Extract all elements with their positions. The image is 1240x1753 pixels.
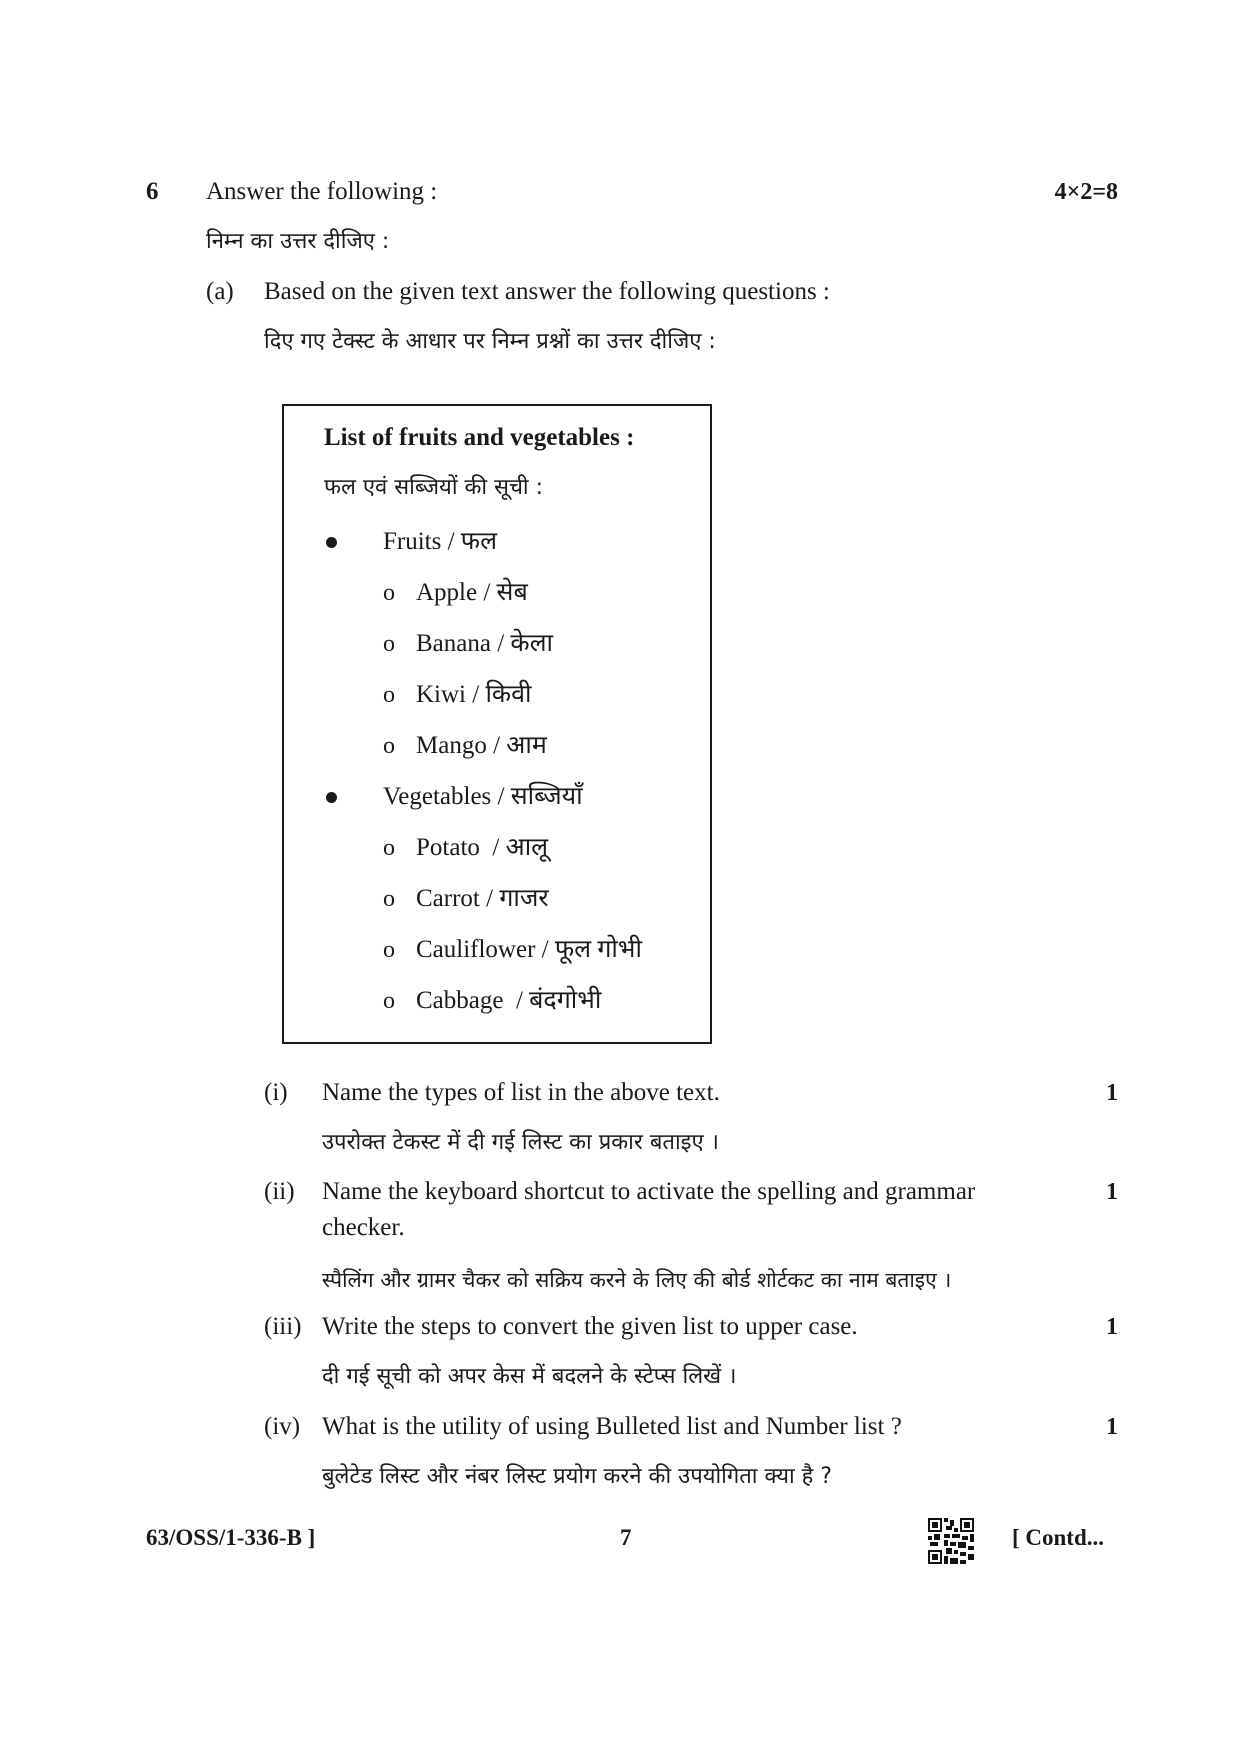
subq-ii-text-en-cont: checker. [322, 1214, 405, 1241]
part-a-prompt-hi: दिए गए टेक्स्ट के आधार पर निम्न प्रश्नों का उत्तर दीजिए : [264, 329, 716, 354]
sub-bullet-icon: o [383, 937, 395, 963]
list-item: Banana / केला [416, 630, 554, 657]
question-marks: 4×2=8 [1054, 179, 1118, 205]
list-item: Carrot / गाजर [416, 885, 549, 912]
subq-ii-text-en: Name the keyboard shortcut to activate the spelling and grammar [322, 1178, 976, 1205]
list-title-hi: फल एवं सब्जियों की सूची : [324, 475, 544, 500]
subq-iv-label: (iv) [264, 1413, 301, 1440]
sub-bullet-icon: o [383, 886, 395, 912]
question-number: 6 [146, 178, 159, 205]
qr-code-icon [928, 1518, 974, 1564]
sub-bullet-icon: o [383, 988, 395, 1014]
subq-i-marks: 1 [1106, 1080, 1118, 1106]
bullet-icon [326, 792, 337, 803]
subq-iii-label: (iii) [264, 1313, 302, 1340]
subq-iv-marks: 1 [1106, 1414, 1118, 1440]
list-item: Apple / सेब [416, 579, 528, 606]
list-item: Cabbage / बंदगोभी [416, 987, 602, 1014]
subq-iv-text-hi: बुलेटेड लिस्ट और नंबर लिस्ट प्रयोग करने की उपयोगिता क्या है ? [322, 1464, 833, 1489]
subq-iii-text-hi: दी गई सूची को अपर केस में बदलने के स्टेप्स लिखें । [322, 1364, 737, 1389]
list-box [282, 404, 712, 1044]
sub-bullet-icon: o [383, 682, 395, 708]
part-a-prompt-en: Based on the given text answer the following questions : [264, 278, 830, 305]
subq-ii-label: (ii) [264, 1178, 295, 1205]
subq-ii-text-hi: स्पैलिंग और ग्रामर चैकर को सक्रिय करने के लिए की बोर्ड शोर्टकट का नाम बताइए । [322, 1268, 952, 1292]
subq-i-text-hi: उपरोक्त टेकस्ट में दी गई लिस्ट का प्रकार बताइए । [322, 1130, 719, 1155]
list-item: Kiwi / किवी [416, 681, 532, 708]
subq-i-label: (i) [264, 1079, 288, 1106]
list-item: Cauliflower / फूल गोभी [416, 936, 642, 963]
sub-bullet-icon: o [383, 631, 395, 657]
bullet-icon [326, 537, 337, 548]
page-number: 7 [620, 1525, 632, 1550]
contd-label: [ Contd... [1012, 1525, 1105, 1550]
list-item: Mango / आम [416, 732, 547, 759]
subq-iii-marks: 1 [1106, 1314, 1118, 1340]
question-title-en: Answer the following : [206, 178, 438, 205]
list-item: Potato / आलू [416, 834, 549, 861]
question-title-hi: निम्न का उत्तर दीजिए : [206, 229, 390, 254]
subq-iv-text-en: What is the utility of using Bulleted list and Number list ? [322, 1413, 902, 1440]
list-title-en: List of fruits and vegetables : [324, 424, 635, 451]
subq-iii-text-en: Write the steps to convert the given list to upper case. [322, 1313, 858, 1340]
part-a-label: (a) [206, 278, 234, 305]
group-vegetables-label: Vegetables / सब्जियाँ [383, 783, 583, 810]
sub-bullet-icon: o [383, 733, 395, 759]
sub-bullet-icon: o [383, 835, 395, 861]
sub-bullet-icon: o [383, 580, 395, 606]
subq-i-text-en: Name the types of list in the above text. [322, 1079, 720, 1106]
subq-ii-marks: 1 [1106, 1179, 1118, 1205]
footer-code: 63/OSS/1-336-B ] [146, 1525, 316, 1550]
group-fruits-label: Fruits / फल [383, 528, 498, 555]
